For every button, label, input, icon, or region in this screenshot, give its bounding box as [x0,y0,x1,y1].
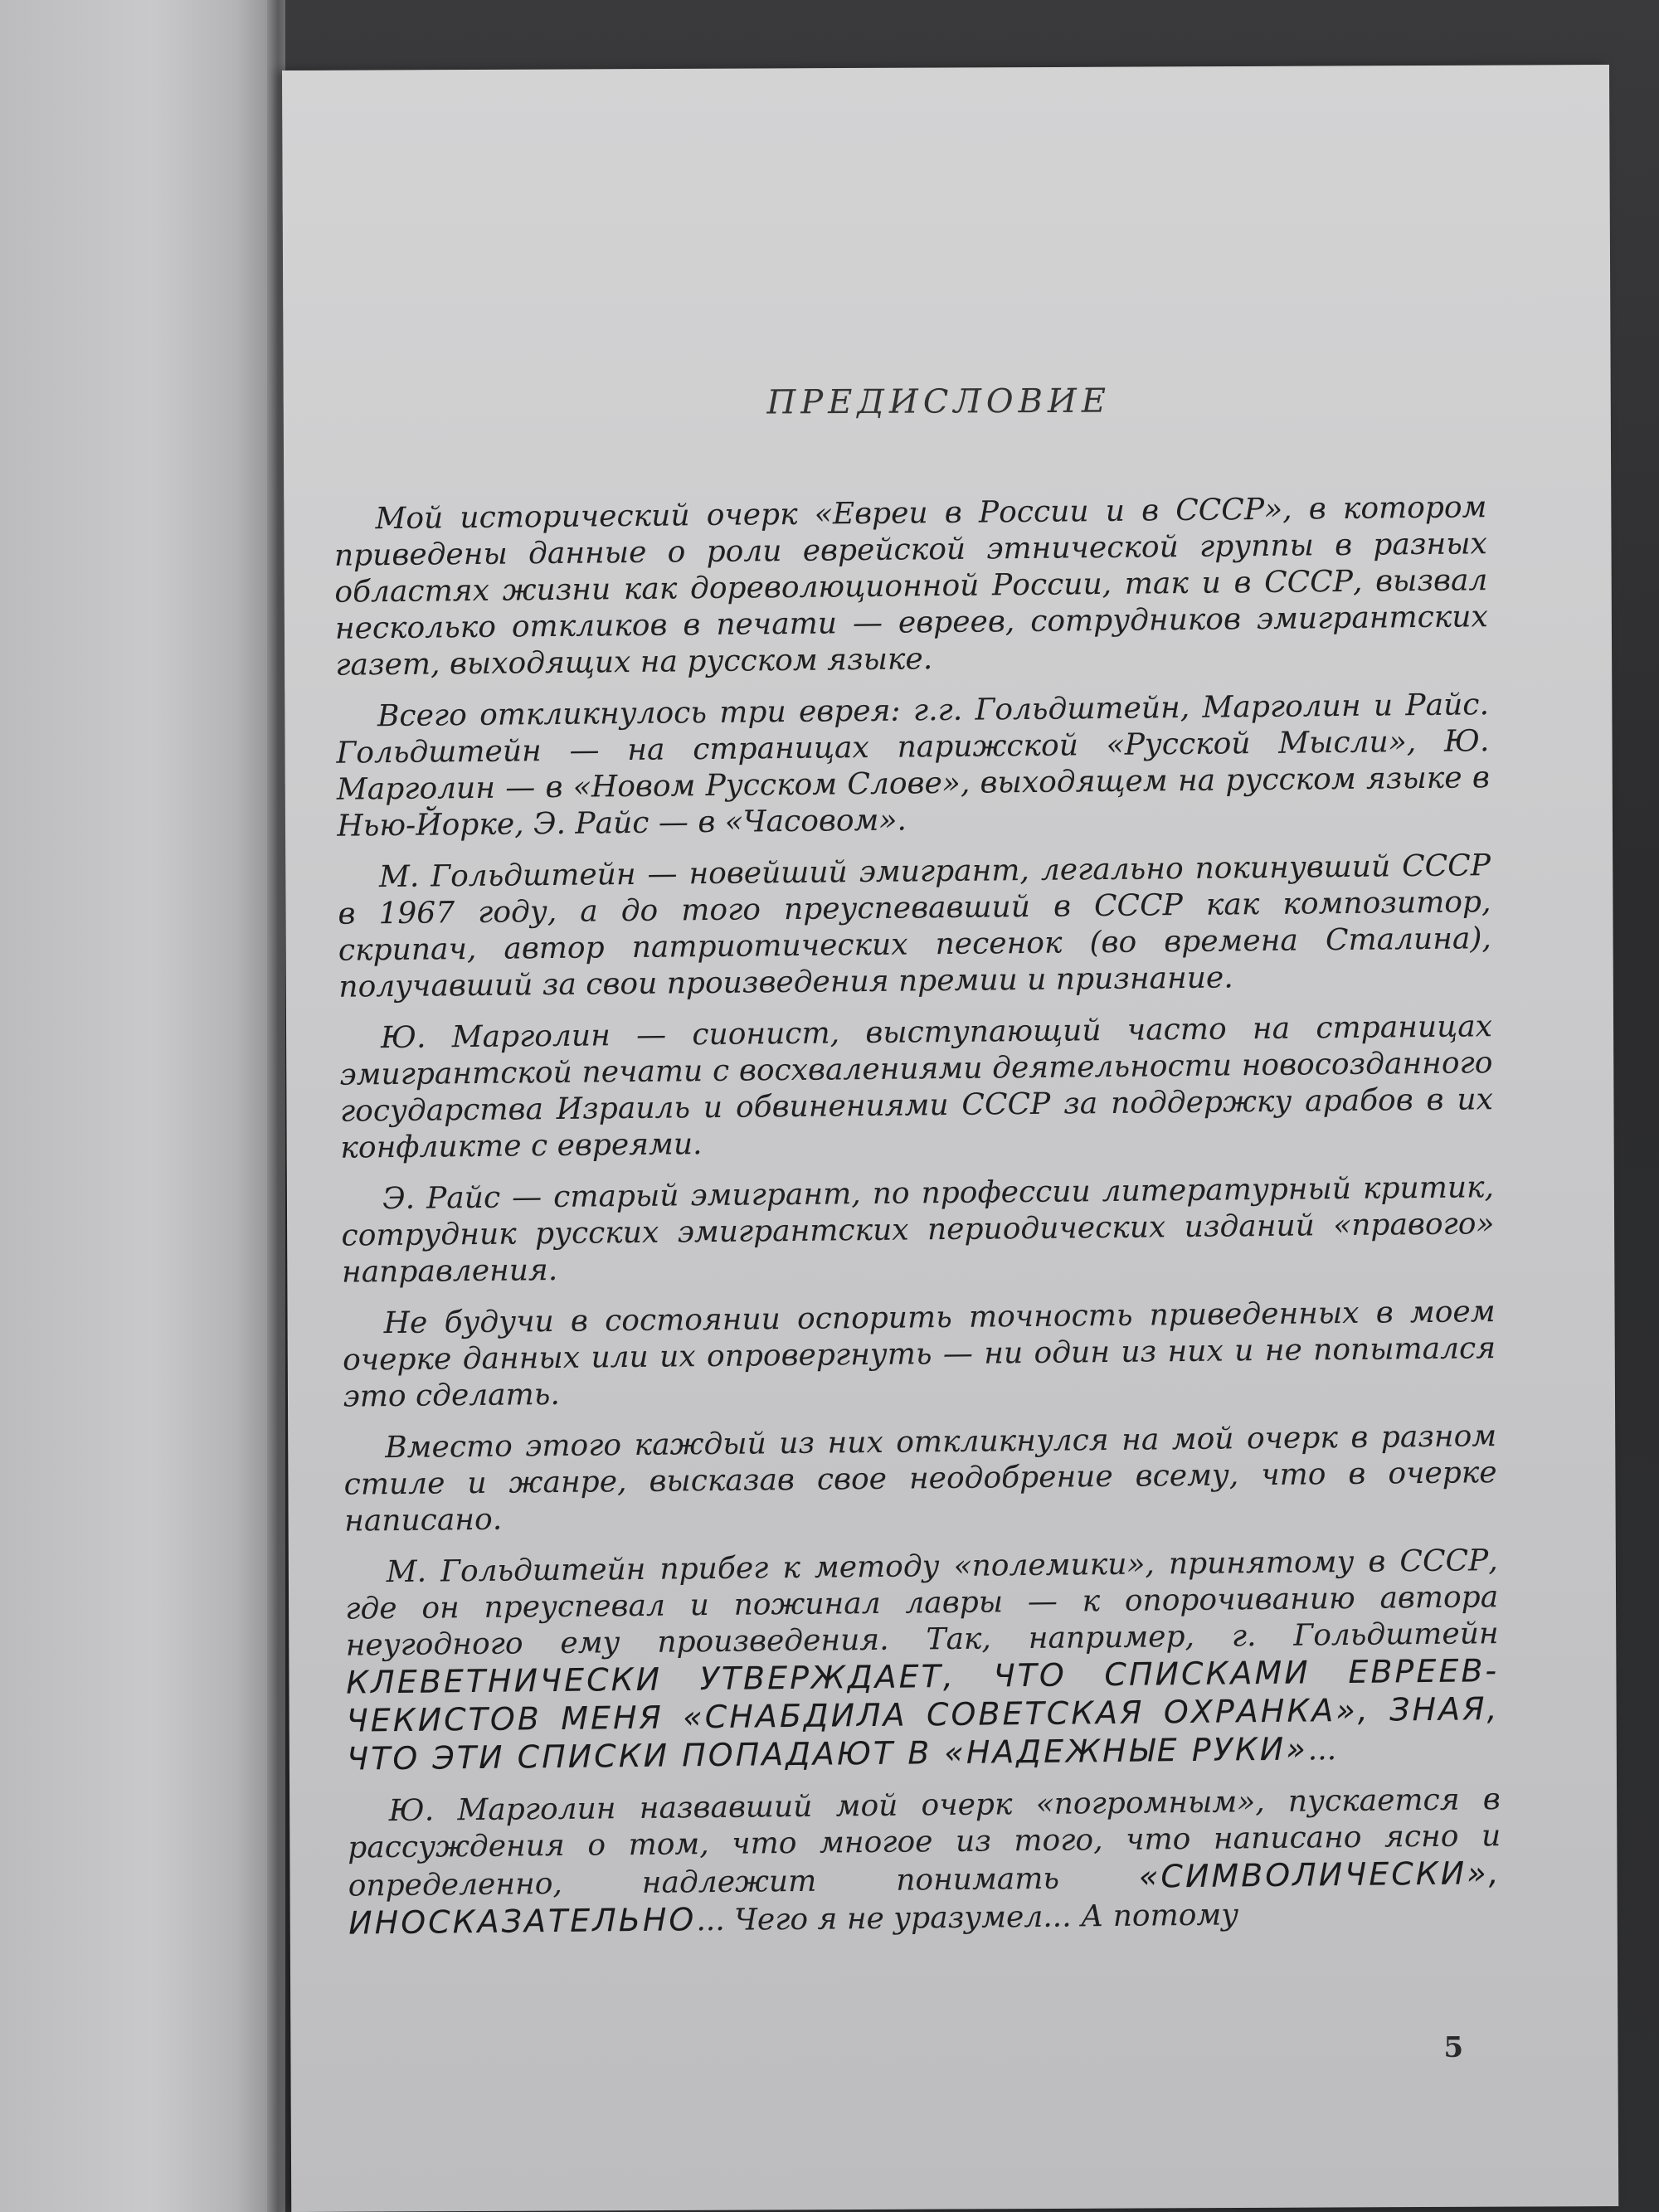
paragraph-text: М. Гольдштейн прибег к методу «полемики», принятому в СССР, где он преуспевал и пожинал лавры — к опорочиванию автора неугодного ему произведения. Так, например, г. Гольдштейн [345,1544,1499,1663]
paragraph: Ю. Марголин — сионист, выступающий часто на страницах эмигрантской печати с восхвалениями деятельности новосозданного государства Израиль и обвинениями СССР за поддержку арабов в их конфликте с евреями. [339,1009,1494,1165]
paragraph [348,1782,1502,1943]
paragraph: Вместо этого каждый из них откликнулся на мой очерк в разном стиле и жанре, высказав свое неодобрение всему, что в очерке написано. [343,1419,1497,1539]
paragraph: М. Гольдштейн — новейший эмигрант, легально покинувший СССР в 1967 году, а до того преуспевавший в СССР как композитор, скрипач, автор патриотических песенок (во времена Сталина), получавший за свои произведения премии и признание. [338,848,1492,1004]
page-title: ПРЕДИСЛОВИЕ [766,382,1112,422]
paragraph-text: Ю. Марголин назвавший мой очерк «погромным», пускается в рассуждения о том, что многое из того, что написано ясно и определенно, надлежит понимать [348,1782,1501,1903]
caps-text: «СИМВОЛИЧЕСКИ», ИНОСКАЗАТЕЛЬНО [348,1855,1501,1942]
page-number: 5 [1443,2030,1464,2064]
paragraph: Всего откликнулось три еврея: г.г. Гольдштейн, Марголин и Райс. Гольдштейн — на страницах парижской «Русской Мысли», Ю. Марголин — в «Новом Русском Слове», выходящем на русском языке в Нью-Йорке, Э. Райс — в «Часовом». [336,688,1491,843]
paragraph: Не будучи в состоянии оспорить точность приведенных в моем очерке данных или их опровергнуть — ни один из них и не попытался это сделать. [342,1295,1496,1414]
body-text [333,489,1501,1957]
caps-text: КЛЕВЕТНИЧЕСКИ УТВЕРЖДАЕТ, ЧТО СПИСКАМИ ЕВРЕЕВ-ЧЕКИСТОВ МЕНЯ «СНАБДИЛА СОВЕТСКАЯ ОХРАНКА», ЗНАЯ, ЧТО ЭТИ СПИСКИ ПОПАДАЮТ В «НАДЕЖНЫЕ РУКИ» [345,1652,1500,1777]
paragraph: Мой исторический очерк «Евреи в России и в СССР», в котором приведены данные о роли еврейской этнической группы в разных областях жизни как дореволюционной России, так и в СССР, вызвал несколько откликов в печати — евреев, сотрудников эмигрантских газет, выходящих на русском языке. [333,490,1489,683]
left-page [0,0,278,2212]
paragraph-text: ... Чего я не уразумел... А потому [696,1898,1239,1938]
paragraph-text: ... [1307,1733,1337,1767]
paragraph [345,1543,1501,1779]
paragraph: Э. Райс — старый эмигрант, по профессии литературный критик, сотрудник русских эмигрантских периодических изданий «правого» направления. [341,1170,1495,1290]
right-page [282,65,1618,2212]
